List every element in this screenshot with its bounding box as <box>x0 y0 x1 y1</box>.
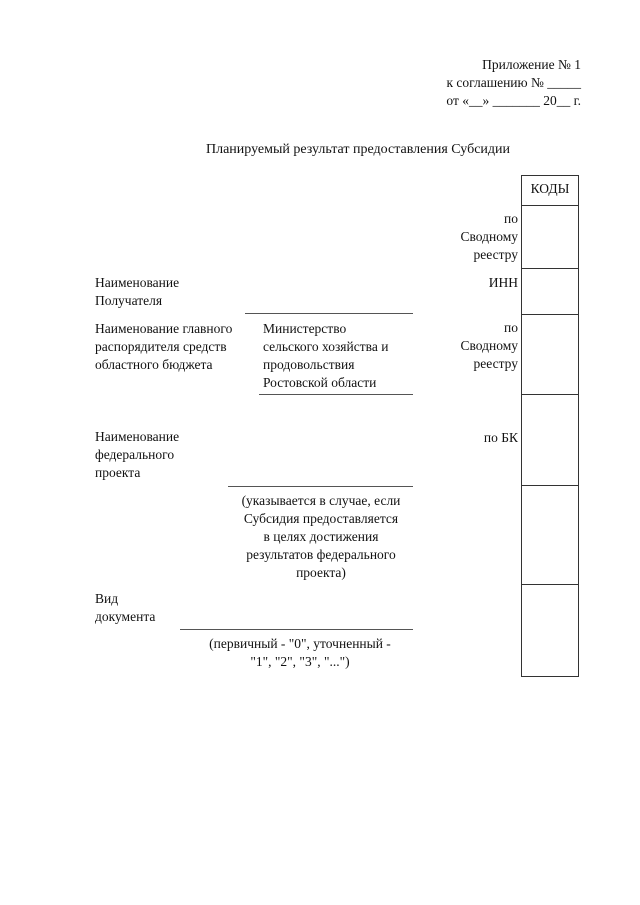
code-cell-inn <box>522 268 578 269</box>
code-label-svodny-1: по Сводному реестру <box>460 211 518 262</box>
federal-project-value-line <box>228 486 413 487</box>
doc-type-note: (первичный - "0", уточненный - "1", "2", "3", "...") <box>209 636 391 669</box>
chief-admin-value-line <box>259 394 413 395</box>
doc-type-value-line <box>180 629 413 630</box>
code-label-inn: ИНН <box>488 275 518 290</box>
codes-table <box>521 175 579 677</box>
code-label-bk: по БК <box>483 430 518 445</box>
page-title: Планируемый результат предоставления Субсидии <box>206 142 511 157</box>
appendix-number: Приложение № 1 <box>482 57 581 72</box>
code-cell-doc-type <box>522 584 578 585</box>
recipient-label: Наименование Получателя <box>95 275 180 308</box>
recipient-value-line <box>245 313 413 314</box>
chief-admin-label: Наименование главного распорядителя средств областного бюджета <box>95 321 233 372</box>
code-label-svodny-2: по Сводному реестру <box>460 320 518 371</box>
appendix-date: от «__» _______ 20__ г. <box>446 93 581 108</box>
code-cell-svodny-2 <box>522 314 578 315</box>
codes-header: КОДЫ <box>530 181 570 196</box>
code-cell-bk <box>522 394 578 395</box>
appendix-header <box>331 56 581 110</box>
federal-project-note: (указывается в случае, если Субсидия предоставляется в целях достижения результатов федерального проекта) <box>241 493 401 580</box>
federal-project-label: Наименование федерального проекта <box>95 429 180 480</box>
appendix-agreement: к соглашению № _____ <box>446 75 581 90</box>
code-cell-federal <box>522 485 578 486</box>
doc-type-label: Вид документа <box>95 591 156 624</box>
chief-admin-value: Министерство сельского хозяйства и продовольствия Ростовской области <box>263 321 389 390</box>
code-cell-svodny-1 <box>522 205 578 206</box>
